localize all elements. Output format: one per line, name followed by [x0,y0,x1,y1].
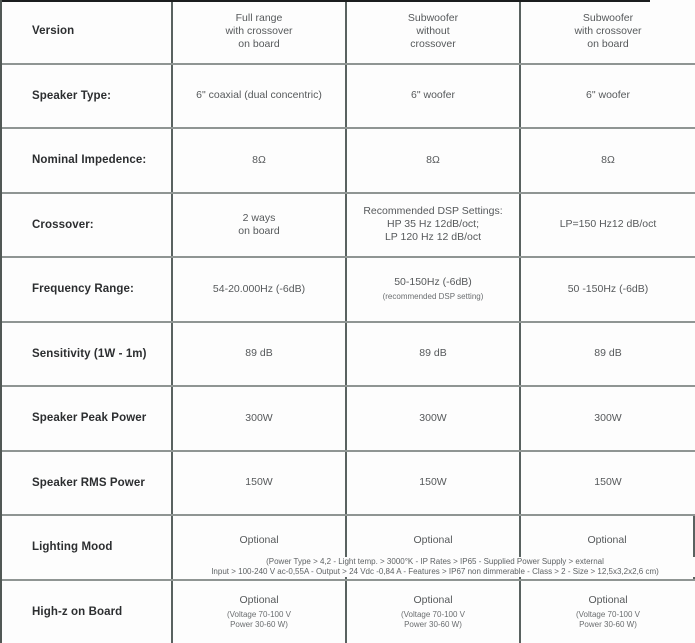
cell-line: Optional [239,593,279,606]
cell-line: 89 dB [245,347,273,360]
spec-cell [347,194,521,257]
cell-line: Recommended DSP Settings: [363,205,503,218]
cell-line: with crossover [225,24,293,37]
cell-line: 6" coaxial (dual concentric) [196,89,322,102]
cell-line: 150W [594,476,622,489]
spec-cell [347,129,521,192]
cell-line: Optional [588,593,628,606]
table-row [2,581,695,643]
cell-line: Optional [413,533,453,546]
spec-cell [521,323,695,386]
cell-line: on board [238,224,280,237]
row-label: Frequency Range: [2,258,173,321]
spec-cell [173,65,347,128]
table-row [2,387,695,452]
cell-line: 50-150Hz (-6dB) [394,276,472,289]
spec-cell [173,323,347,386]
cell-line: Subwoofer [407,11,459,24]
spec-cell [521,258,695,321]
cell-line: 8Ω [426,153,440,166]
row-label: Speaker Type: [2,65,173,128]
spec-cell [173,0,347,63]
spec-cell [173,452,347,515]
row-label: Lighting Mood [2,516,173,579]
cell-line: 300W [245,411,273,424]
cell-line: crossover [410,37,456,50]
row-label: Speaker RMS Power [2,452,173,515]
table-top-border [2,0,650,2]
cell-line: 150W [245,476,273,489]
row-label: Crossover: [2,194,173,257]
spec-cell [521,452,695,515]
cell-line: LP 120 Hz 12 dB/oct [384,231,482,244]
cell-line: on board [238,37,280,50]
cell-line: 89 dB [594,347,622,360]
cell-line: 89 dB [419,347,447,360]
spec-cell [173,581,347,643]
spec-cell [173,194,347,257]
cell-line: Subwoofer [582,11,634,24]
cell-line: LP=150 Hz12 dB/oct [559,218,657,231]
spec-cell [347,258,521,321]
cell-subnote: (Voltage 70-100 V Power 30-60 W) [575,609,641,629]
cell-line: Full range [235,11,283,24]
cell-subnote: (Voltage 70-100 V Power 30-60 W) [226,609,292,629]
cell-line: without [416,24,450,37]
cell-line: 6" woofer [586,89,630,102]
spec-cell [347,0,521,63]
cell-line: 2 ways [242,211,276,224]
cell-line: 8Ω [601,153,615,166]
table-row [2,323,695,388]
spec-cell [347,452,521,515]
spec-cell [347,323,521,386]
row-label: Version [2,0,173,63]
spec-cell [173,387,347,450]
cell-line: Optional [239,533,279,546]
spec-cell [347,65,521,128]
spec-cell [521,65,695,128]
cell-subnote: (Voltage 70-100 V Power 30-60 W) [400,609,466,629]
spec-cell [347,387,521,450]
spec-cell [173,129,347,192]
cell-line: Optional [587,533,627,546]
table-row [2,0,695,65]
cell-line: 50 -150Hz (-6dB) [567,282,649,295]
row-label: Sensitivity (1W - 1m) [2,323,173,386]
cell-line: 8Ω [252,153,266,166]
cell-line: 54-20.000Hz (-6dB) [212,282,306,295]
cell-line: HP 35 Hz 12dB/oct; [386,218,480,231]
cell-line: 300W [594,411,622,424]
table-row [2,452,695,517]
spec-cell [521,0,695,63]
spec-cell [347,581,521,643]
cell-line: with crossover [574,24,642,37]
spec-cell [521,129,695,192]
table-row [2,194,695,259]
table-row [2,516,695,581]
spec-cell [521,581,695,643]
table-row [2,129,695,194]
cell-subnote: (recommended DSP setting) [382,292,484,302]
spec-cell [173,258,347,321]
spec-cell [521,387,695,450]
table-row [2,258,695,323]
row-label: High-z on Board [2,581,173,643]
cell-line: 150W [419,476,447,489]
cell-line: on board [587,37,629,50]
cell-line: 300W [419,411,447,424]
row-label: Nominal Impedence: [2,129,173,192]
spec-cell [521,194,695,257]
row-label: Speaker Peak Power [2,387,173,450]
table-row [2,65,695,130]
cell-line: 6" woofer [411,89,455,102]
cell-line: Optional [413,593,453,606]
row-fine-print: (Power Type > 4,2 - Light temp. > 3000°K - IP Rates > IP65 - Supplied Power Supply > external Input > 100-240 V ac-0,55A - Output > 24 Vdc -0,84 A - Features > IP67 non dimmerable - Class > 2 - Size > 12,5x3,2x2,6 cm) [175,557,695,577]
